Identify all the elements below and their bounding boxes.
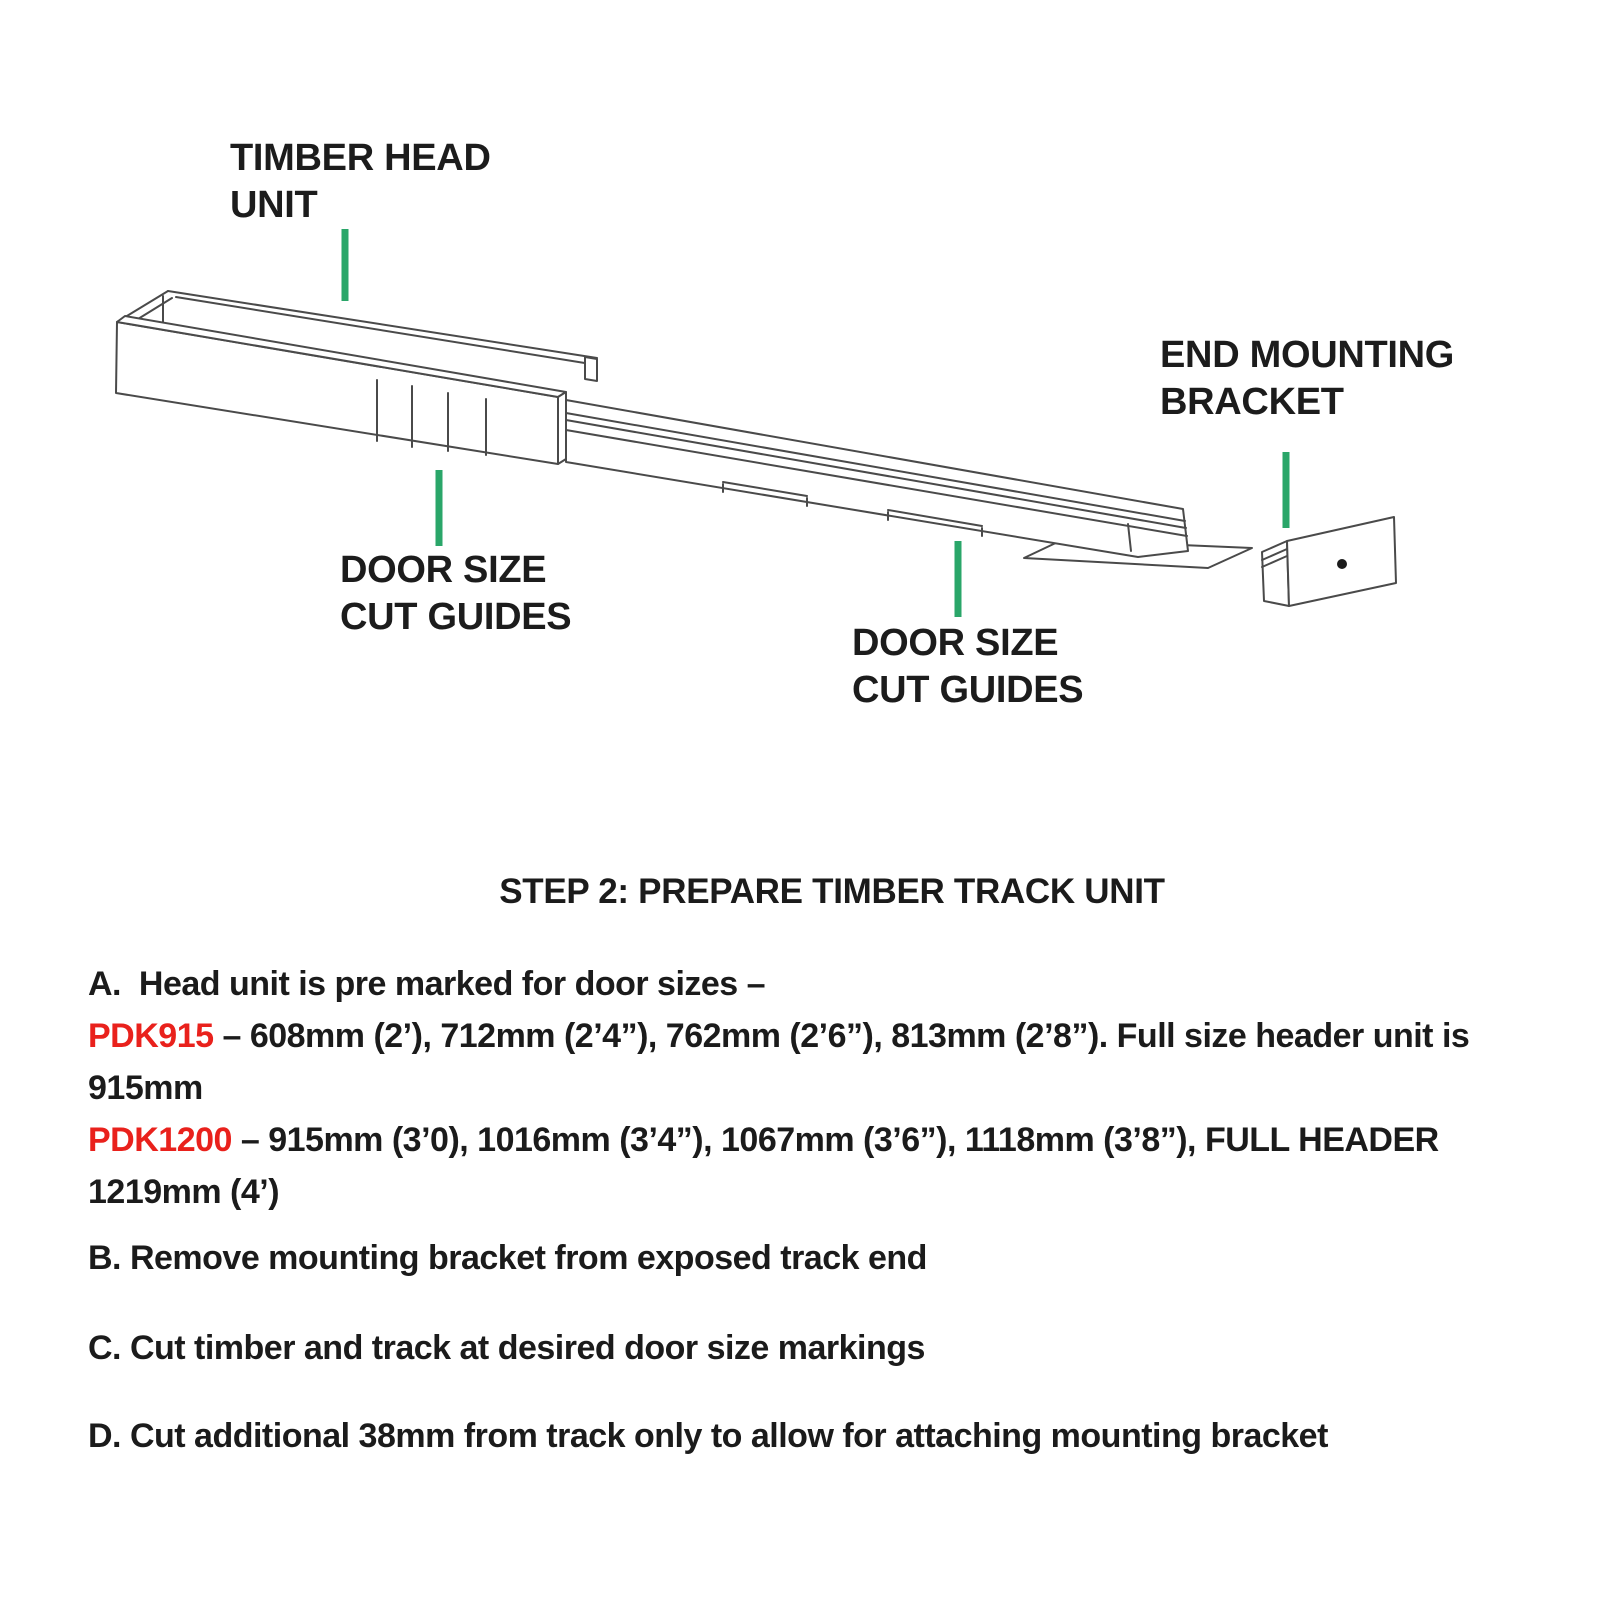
product-code-pdk915: PDK915 [88,1017,214,1055]
pdk1200-sizes: – 915mm (3’0), 1016mm (3’4”), 1067mm (3’6”), 1118mm (3’8”), FULL HEADER [231,1121,1439,1159]
label-end-mounting-bracket [1160,332,1454,426]
instruction-b: B. Remove mounting bracket from exposed track end [88,1239,927,1277]
label-door-size-cut-guides-right [852,620,1083,714]
label-line: UNIT [230,184,318,226]
end-mounting-bracket [1262,517,1396,606]
instruction-d: D. Cut additional 38mm from track only to allow for attaching mounting bracket [88,1417,1328,1455]
instruction-c: C. Cut timber and track at desired door size markings [88,1329,925,1367]
label-line: DOOR SIZE [340,549,547,591]
instruction-pdk1200-cont: 1219mm (4’) [88,1173,280,1211]
product-code-pdk1200: PDK1200 [88,1121,232,1159]
instruction-pdk1200 [88,1114,1588,1166]
label-line: END MOUNTING [1160,334,1455,376]
label-line: DOOR SIZE [852,622,1059,664]
track-rail [566,400,1188,557]
label-line: TIMBER HEAD [230,137,491,179]
label-line: CUT GUIDES [852,669,1084,711]
label-line: CUT GUIDES [340,596,572,638]
head-unit-front-board [116,316,566,464]
step-title: STEP 2: PREPARE TIMBER TRACK UNIT [499,872,1165,911]
instruction-pdk915 [88,1010,1588,1062]
label-timber-head-unit [230,135,491,229]
bracket-screw-hole [1337,559,1347,569]
instruction-a: A. Head unit is pre marked for door sizes – [88,965,766,1003]
label-line: BRACKET [1160,381,1344,423]
pdk915-sizes: – 608mm (2’), 712mm (2’4”), 762mm (2’6”), 813mm (2’8”). Full size header unit is [213,1017,1470,1055]
instruction-pdk915-cont: 915mm [88,1069,203,1107]
label-door-size-cut-guides-left [340,547,571,641]
instructions [88,958,1588,1462]
